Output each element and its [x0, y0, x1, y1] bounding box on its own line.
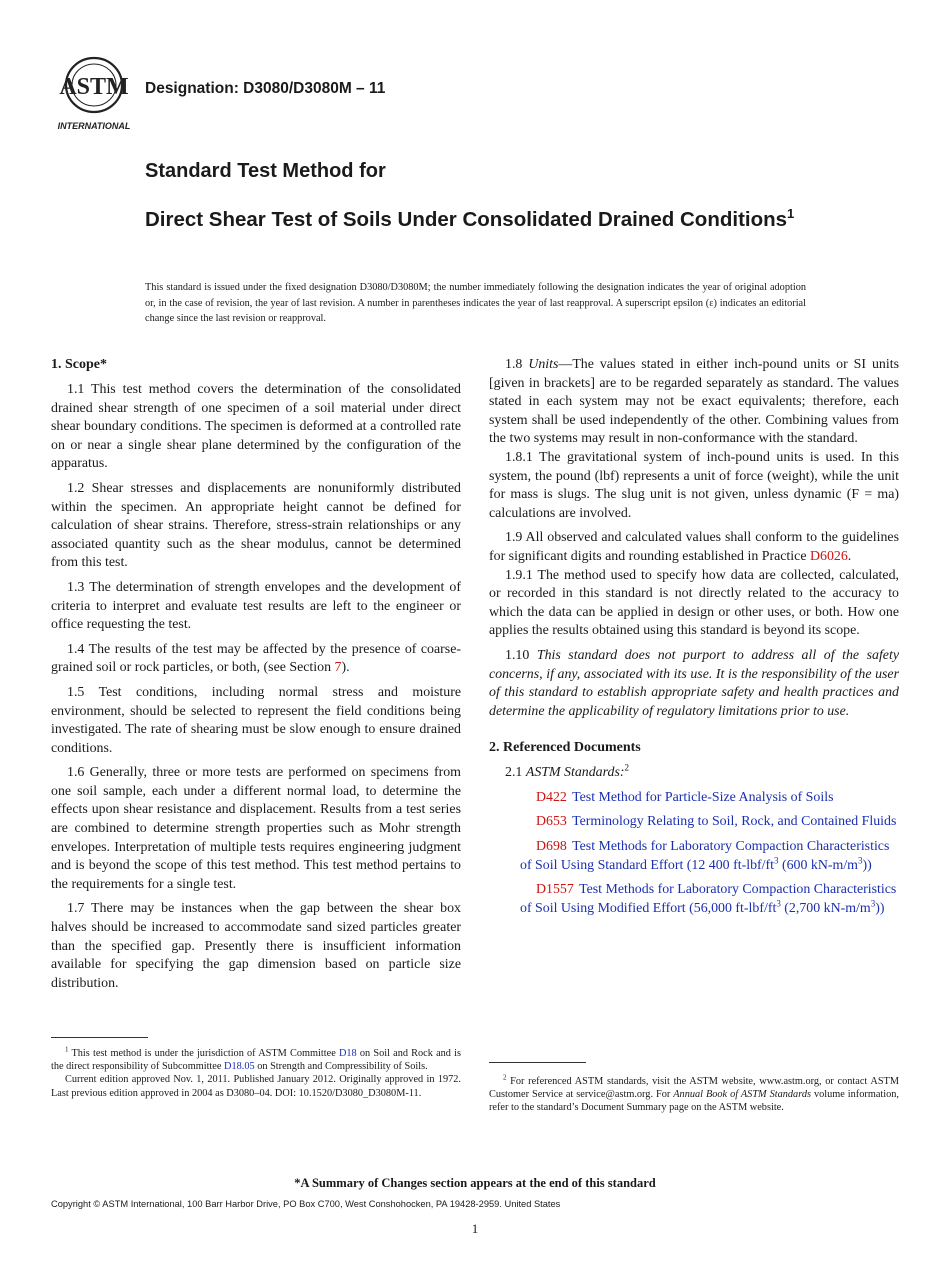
footnote-1-jurisdiction: [51, 1047, 461, 1073]
footnote-2-text: [489, 1075, 899, 1115]
paragraph-1-8-text: —The values stated in either inch-pound units or SI units [given in brackets] are to be regarded separately as standard. The values stated in each system may not be exact equivalents; therefore, each system shall be used independently of the other. Combining values from the two systems may result in non-conformance with the standard.: [489, 357, 899, 447]
section-heading-scope: 1. Scope*: [51, 357, 107, 372]
logo-sub: INTERNATIONAL: [57, 121, 131, 131]
paragraph-1-4-end: ).: [341, 660, 350, 676]
issued-note: This standard is issued under the fixed designation D3080/D3080M; the number immediately following the designation indicates the year of original adoption or, in the case of revision, the year of last revision. A number in parentheses indicates the year of last reapproval. A superscript epsilon (ε) indicates an editorial change since the last revision or reapproval.: [145, 282, 806, 325]
paragraph-1-7: 1.7 There may be instances when the gap between the shear box halves should be increased to accommodate sand sized particles greater than the specified gap. Presently there is insufficient information available for specifying the gap dimension based on particle size distribution.: [51, 901, 461, 991]
ref-title-part: Test Methods for Laboratory Compaction Characteristics of Soil Using Standard Effort (12 400 ft-lbf/ft: [520, 839, 890, 873]
ref-title-sup: 3: [776, 898, 781, 909]
paragraph-1-2: 1.2 Shear stresses and displacements are nonuniformly distributed within the specimen. An appropriate height cannot be defined for calculation of shear strains. Therefore, stress-strain relationships or any associated quantity such as the shear modulus, cannot be determined from this test.: [51, 480, 461, 571]
ref-title-part: )): [875, 900, 885, 916]
footnote-divider: [51, 1037, 148, 1038]
copyright-notice: Copyright © ASTM International, 100 Barr Harbor Drive, PO Box C700, West Conshohocken, PA 19428-2959. United States: [51, 1199, 561, 1209]
footnote-1-marker: 1: [65, 1045, 69, 1054]
footnote-2: [489, 1075, 899, 1115]
footnote-1-text: on Soil and Rock and is the direct responsibility of Subcommittee: [51, 1048, 461, 1073]
designation: [145, 80, 385, 98]
ref-title-sup: 3: [774, 855, 779, 866]
ref-title-link[interactable]: Test Method for Particle-Size Analysis of Soils: [572, 789, 834, 805]
section-7-link[interactable]: 7: [334, 660, 342, 676]
paragraph-1-8-title: Units: [528, 357, 559, 372]
paragraph-1-8-1: 1.8.1 The gravitational system of inch-pound units is used. In this system, the pound (lbf) represents a unit of force (weight), while the unit for mass is slugs. The slug unit is not given, unless dynamic (F = ma) calculations are involved.: [489, 449, 899, 521]
paragraph-1-8-num: 1.8: [505, 357, 529, 372]
subheading-footnote-ref[interactable]: 2: [624, 762, 629, 773]
right-column: [489, 356, 899, 924]
committee-d18-link[interactable]: D18: [338, 1048, 357, 1059]
title-footnote-ref[interactable]: 1: [787, 206, 795, 222]
footnote-2-part: volume information, refer to the standard’s Document Summary page on the ASTM website.: [489, 1089, 899, 1114]
footnote-1: [51, 1047, 461, 1100]
subheading-title: ASTM Standards:: [525, 765, 625, 781]
title-prefix: Standard Test Method for: [145, 160, 386, 182]
paragraph-1-9-text: 1.9 All observed and calculated values shall conform to the guidelines for significant digits and rounding established in Practice: [489, 530, 899, 564]
page-title: [145, 207, 805, 233]
paragraph-1-5: 1.5 Test conditions, including normal stress and moisture environment, should be selected to represent the field conditions being investigated. The rate of shearing must be slow enough to ensure drained conditions.: [51, 684, 461, 756]
ref-title-part: Test Methods for Laboratory Compaction Characteristics of Soil Using Modified Effort (56,000 ft-lbf/ft: [520, 882, 897, 916]
subcommittee-d18-05-link[interactable]: D18.05: [224, 1061, 255, 1073]
footnote-1-text: This test method is under the jurisdiction of ASTM Committee: [68, 1048, 339, 1059]
paragraph-1-9-end: .: [847, 548, 852, 564]
paragraph-1-6: 1.6 Generally, three or more tests are performed on specimens from one soil sample, each under a different normal load, to determine the effects upon shear resistance and displacement. Results from a test series are combined to determine strength properties such as Mohr strength envelopes. Interpretation of multiple tests requires engineering judgment and is beyond the scope of this test method. This test method pertains to the requirements for a single test.: [51, 765, 461, 892]
d6026-link[interactable]: D6026: [809, 548, 848, 564]
designation-year: – 11: [351, 80, 386, 97]
ref-item-d653: [489, 813, 899, 832]
paragraph-1-10-num: 1.10: [505, 647, 537, 663]
section-heading-referenced-documents: 2. Referenced Documents: [489, 740, 641, 756]
ref-code-link[interactable]: D422: [536, 789, 567, 805]
ref-title-link[interactable]: Terminology Relating to Soil, Rock, and Contained Fluids: [572, 814, 897, 830]
summary-of-changes-note: *A Summary of Changes section appears at the end of this standard: [294, 1176, 656, 1190]
footnote-2-marker: 2: [503, 1073, 507, 1082]
paragraph-1-8: [489, 356, 899, 449]
paragraph-1-10-text: This standard does not purport to address all of the safety concerns, if any, associated with its use. It is the responsibility of the user of this standard to establish appropriate safety and health practices and determine the applicability of regulatory limitations prior to use.: [489, 647, 899, 719]
page-number: 1: [471, 1221, 479, 1236]
footnote-2-book-title: Annual Book of ASTM Standards: [673, 1089, 811, 1101]
ref-item-d698: [489, 838, 899, 875]
ref-title-link[interactable]: [520, 882, 896, 916]
ref-item-d422: [489, 789, 899, 808]
astm-international-logo-icon: [52, 56, 136, 132]
designation-label: Designation: D3080/D3080M: [145, 80, 352, 97]
ref-title-part: (2,700 kN-m/m: [780, 900, 871, 916]
ref-title-part: )): [862, 857, 872, 873]
ref-code-link[interactable]: D698: [536, 839, 567, 855]
astm-standards-subheading: [489, 764, 899, 783]
paragraph-1-3: 1.3 The determination of strength envelopes and the development of criteria to interpret and evaluate test results are left to the engineer or office requesting the test.: [51, 579, 461, 633]
footnote-1-text: on Strength and Compressibility of Soils.: [254, 1061, 428, 1073]
paragraph-1-9-1: 1.9.1 The method used to specify how data are collected, calculated, or recorded in this standard is not directly related to the accuracy to which the data can be applied in design or other uses, or both. How one applies the results obtained using this standard is beyond its scope.: [489, 567, 899, 639]
footnote-1-edition: Current edition approved Nov. 1, 2011. Published January 2012. Originally approved in 1972. Last previous edition approved in 2004 as D3080–04. DOI: 10.1520/D3080_D3080M-11.: [51, 1074, 461, 1099]
subheading-num: 2.1: [505, 765, 526, 781]
astm-logo: [52, 56, 136, 132]
left-column: [51, 356, 461, 999]
ref-title-link[interactable]: [520, 839, 889, 873]
ref-item-d1557: [489, 881, 899, 918]
paragraph-1-10: [489, 647, 899, 721]
logo-letters: ASTM: [59, 74, 129, 100]
footnote-2-part: For referenced ASTM standards, visit the ASTM website, www.astm.org, or contact ASTM Customer Service at service@astm.org. For: [489, 1076, 899, 1101]
title-text: Direct Shear Test of Soils Under Consolidated Drained Conditions: [145, 208, 788, 231]
paragraph-1-4-text: 1.4 The results of the test may be affected by the presence of coarse-grained soil or rock particles, or both, (see Section: [51, 641, 461, 676]
ref-code-link[interactable]: D653: [536, 814, 567, 830]
paragraph-1-4: [51, 641, 461, 678]
paragraph-1-9: [489, 529, 899, 566]
ref-title-sup: 3: [857, 855, 863, 866]
ref-title-sup: 3: [870, 898, 876, 909]
paragraph-1-1: 1.1 This test method covers the determination of the consolidated drained shear strength of one specimen of a soil material under direct shear boundary conditions. The specimen is deformed at a controlled rate on or near a single shear plane determined by the configuration of the apparatus.: [51, 382, 461, 472]
ref-code-link[interactable]: D1557: [536, 882, 574, 898]
footnote-divider: [489, 1062, 586, 1063]
ref-title-part: (600 kN-m/m: [778, 857, 858, 873]
